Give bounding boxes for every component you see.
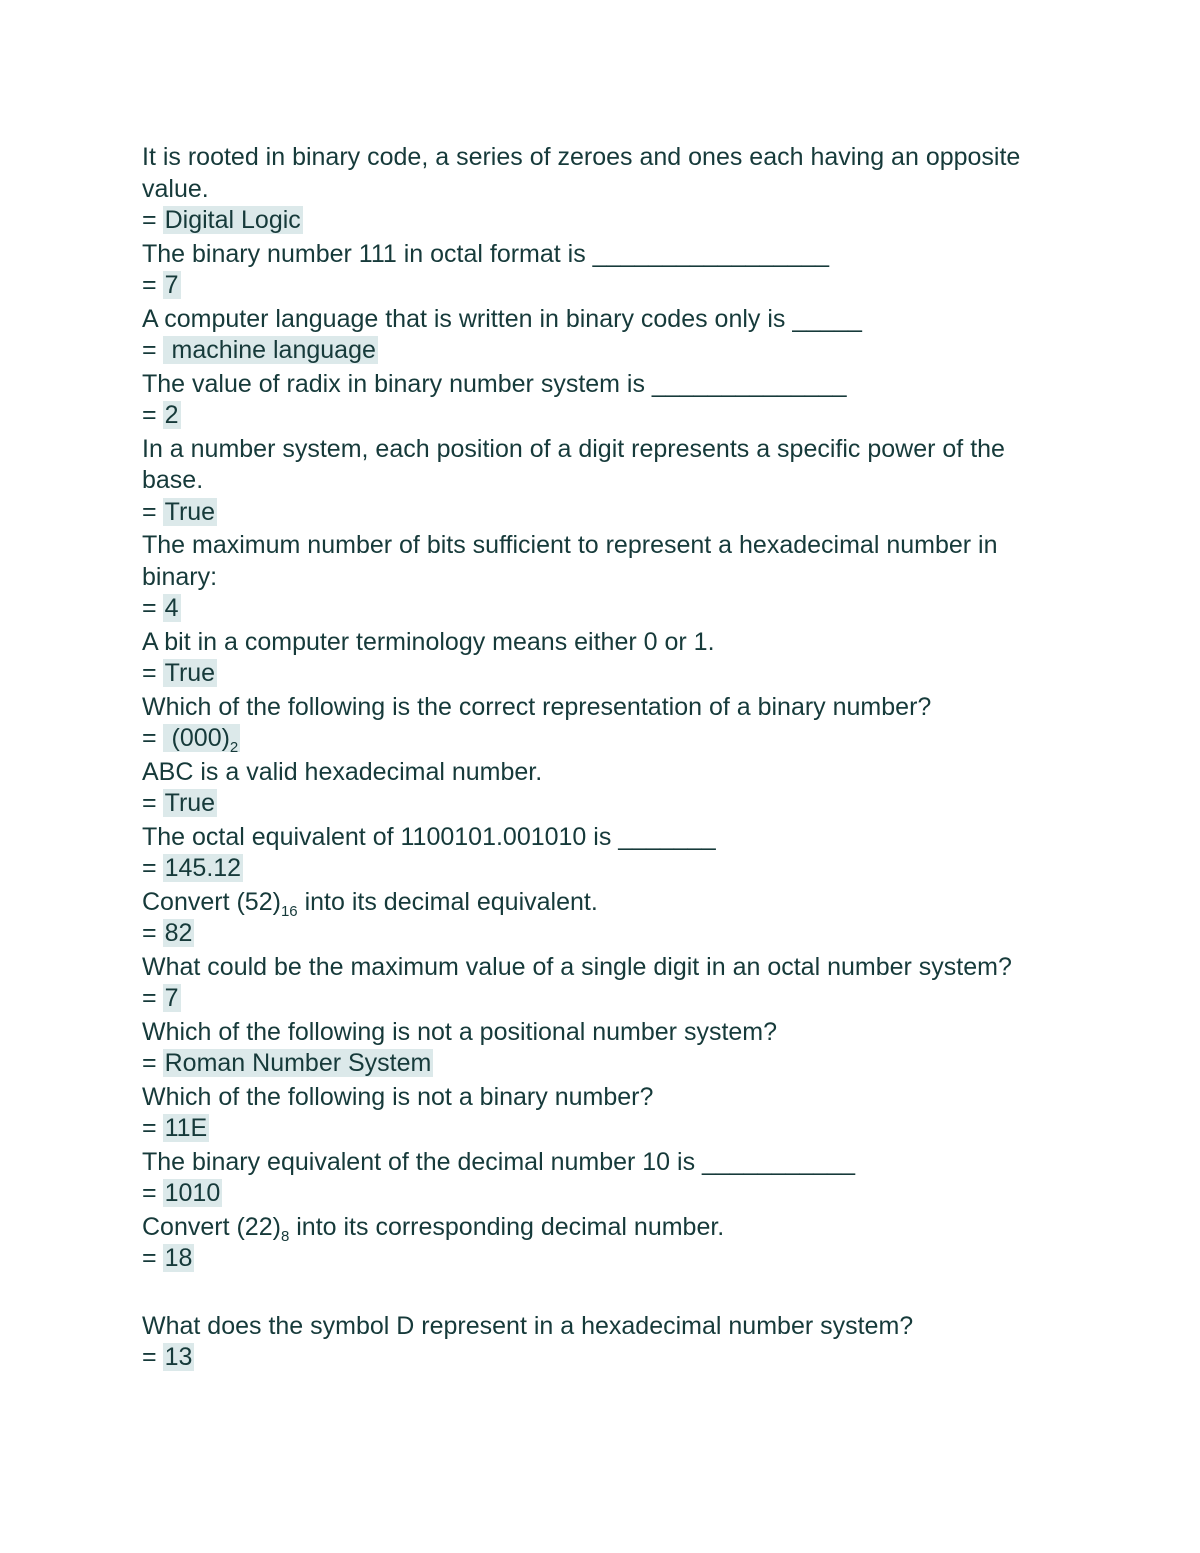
question-subscript: 8 <box>280 1227 290 1245</box>
answer-prefix: = <box>142 1179 157 1207</box>
answer-line <box>142 205 1072 237</box>
answer-line <box>142 1342 1072 1374</box>
answer-text: 145.12 <box>164 854 242 882</box>
answer-prefix: = <box>142 919 157 947</box>
answer-value: (000) <box>164 724 230 752</box>
answer-text: True <box>164 659 216 687</box>
question-text: It is rooted in binary code, a series of zeroes and ones each having an opposite value. <box>142 143 1021 203</box>
answer-line <box>142 658 1072 690</box>
answer-subscript: 2 <box>229 739 239 756</box>
answer-text: 82 <box>164 919 193 947</box>
qa-item <box>142 1212 1072 1275</box>
question-text: In a number system, each position of a digit represents a specific power of the base. <box>142 434 1005 494</box>
answer-prefix: = <box>142 854 157 882</box>
answer-line <box>142 335 1072 367</box>
qa-item <box>142 434 1072 529</box>
question-text: A bit in a computer terminology means either 0 or 1. <box>142 627 715 656</box>
answer-line <box>142 1178 1072 1210</box>
answer-line <box>142 400 1072 432</box>
question-text: The value of radix in binary number system is ______________ <box>142 369 847 398</box>
question-text <box>142 1212 1072 1244</box>
answer-text: 2 <box>164 401 179 429</box>
answer-line <box>142 723 1072 755</box>
answer-text: 11E <box>164 1114 208 1142</box>
answer-prefix: = <box>142 1343 157 1371</box>
answer-line <box>142 853 1072 885</box>
question-end: into its decimal equivalent. <box>297 887 598 916</box>
answer-text: 13 <box>164 1343 193 1371</box>
question-text: The binary equivalent of the decimal number 10 is ___________ <box>142 1147 855 1176</box>
qa-item <box>142 239 1072 302</box>
answer-prefix: = <box>142 1114 157 1142</box>
question-start: Convert (52) <box>142 887 281 916</box>
answer-text: 7 <box>164 984 179 1012</box>
qa-item <box>142 627 1072 690</box>
question-text: Which of the following is not a positional number system? <box>142 1017 778 1046</box>
answer-line <box>142 1243 1072 1275</box>
answer-prefix: = <box>142 984 157 1012</box>
qa-item <box>142 530 1072 625</box>
answer-text: 18 <box>164 1244 193 1272</box>
answer-prefix: = <box>142 789 157 817</box>
qa-item <box>142 1311 1072 1374</box>
answer-prefix: = <box>142 724 157 752</box>
answer-line <box>142 270 1072 302</box>
answer-text <box>163 724 241 756</box>
question-text: What could be the maximum value of a single digit in an octal number system? <box>142 952 1012 981</box>
qa-item <box>142 304 1072 367</box>
answer-text: 7 <box>164 271 179 299</box>
answer-text: True <box>164 789 216 817</box>
qa-item <box>142 887 1072 950</box>
qa-item <box>142 952 1072 1015</box>
qa-item <box>142 1147 1072 1210</box>
answer-text: Roman Number System <box>164 1049 432 1077</box>
answer-text: Digital Logic <box>164 206 301 234</box>
answer-prefix: = <box>142 401 157 429</box>
answer-prefix: = <box>142 1049 157 1077</box>
answer-line <box>142 1113 1072 1145</box>
blank-line <box>142 1277 1072 1311</box>
qa-item <box>142 1082 1072 1145</box>
answer-text: True <box>164 497 216 526</box>
question-start: Convert (22) <box>142 1212 281 1241</box>
answer-text: machine language <box>164 336 376 364</box>
answer-prefix: = <box>142 1244 157 1272</box>
question-text: A computer language that is written in binary codes only is _____ <box>142 304 862 333</box>
question-end: into its corresponding decimal number. <box>289 1212 725 1241</box>
answer-line <box>142 1048 1072 1080</box>
answer-line <box>142 983 1072 1015</box>
answer-prefix: = <box>142 336 157 364</box>
document-page <box>142 142 1072 1376</box>
answer-prefix: = <box>142 271 157 299</box>
question-text: What does the symbol D represent in a hexadecimal number system? <box>142 1311 914 1340</box>
answer-line <box>142 593 1072 625</box>
qa-item <box>142 142 1072 237</box>
question-text <box>142 887 1072 919</box>
qa-item <box>142 1017 1072 1080</box>
question-text: ABC is a valid hexadecimal number. <box>142 757 543 786</box>
answer-prefix: = <box>142 206 157 234</box>
answer-prefix: = <box>142 659 157 687</box>
question-text: The maximum number of bits sufficient to represent a hexadecimal number in binary: <box>142 531 998 591</box>
question-text: The octal equivalent of 1100101.001010 is _______ <box>142 822 716 851</box>
qa-item <box>142 822 1072 885</box>
answer-line <box>142 788 1072 820</box>
answer-line <box>142 497 1072 529</box>
qa-item <box>142 757 1072 820</box>
answer-line <box>142 918 1072 950</box>
question-text: Which of the following is not a binary number? <box>142 1082 654 1111</box>
answer-text: 4 <box>164 594 179 622</box>
answer-prefix: = <box>142 594 157 622</box>
qa-item <box>142 692 1072 755</box>
qa-item <box>142 369 1072 432</box>
answer-prefix: = <box>142 497 157 526</box>
question-text: The binary number 111 in octal format is _________________ <box>142 239 830 268</box>
question-subscript: 16 <box>280 902 298 920</box>
question-text: Which of the following is the correct representation of a binary number? <box>142 692 932 721</box>
answer-text: 1010 <box>164 1179 221 1207</box>
